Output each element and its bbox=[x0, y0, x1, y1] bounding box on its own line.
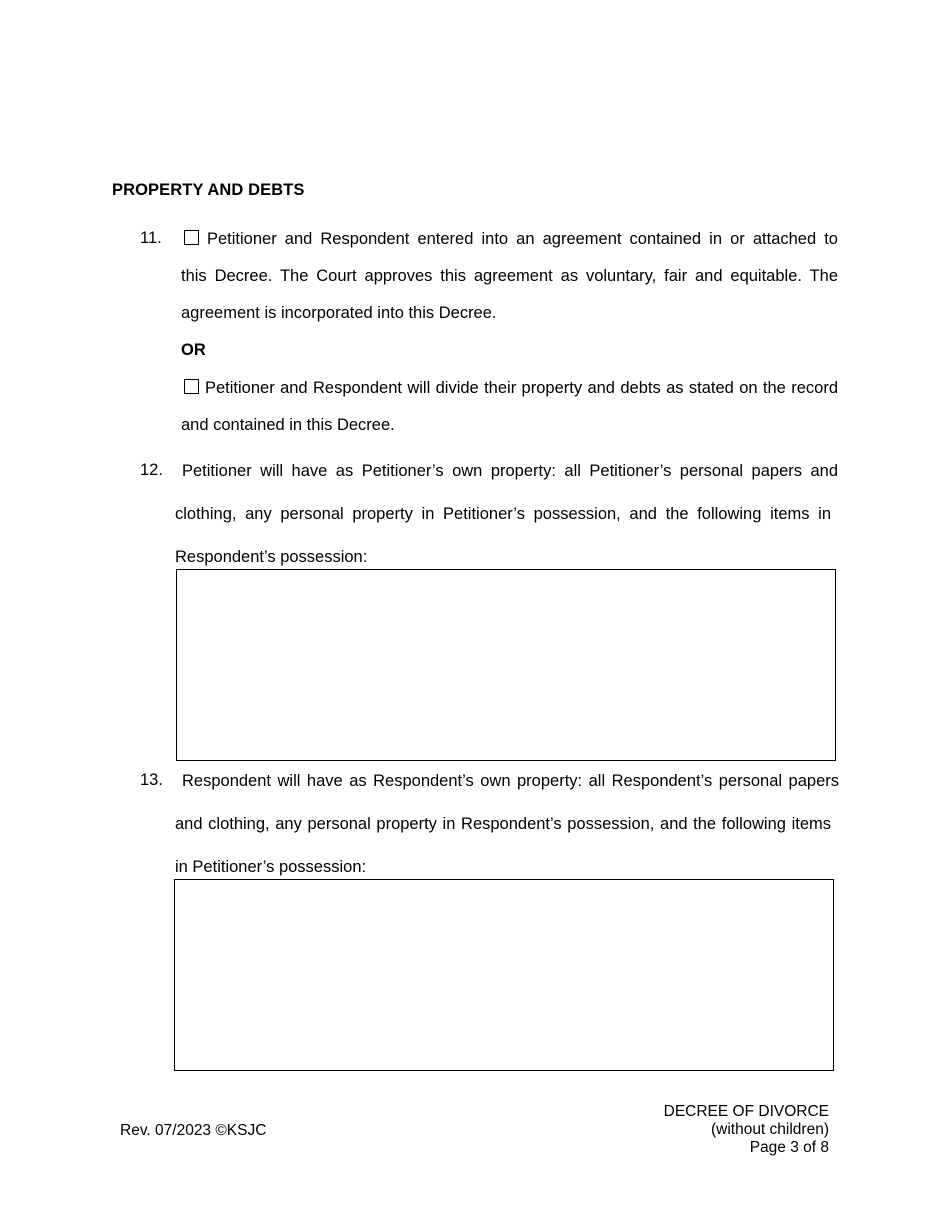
item-11-or-label: OR bbox=[181, 341, 206, 359]
footer-page-number: Page 3 of 8 bbox=[749, 1139, 829, 1156]
item-13-line2: and clothing, any personal property in Respondent’s possession, and the following items bbox=[175, 815, 831, 833]
item-13-number: 13. bbox=[140, 771, 163, 789]
item-12-petitioner-items-input[interactable] bbox=[176, 569, 836, 761]
item-11-option2-line1: Petitioner and Respondent will divide their property and debts as stated on the record bbox=[205, 379, 838, 397]
item-13-respondent-items-input[interactable] bbox=[174, 879, 834, 1071]
item-12-number: 12. bbox=[140, 461, 163, 479]
footer-revision: Rev. 07/2023 ©KSJC bbox=[120, 1122, 267, 1139]
item-11-option1-line3: agreement is incorporated into this Decree. bbox=[181, 304, 497, 322]
section-heading: PROPERTY AND DEBTS bbox=[112, 181, 305, 199]
item-12-line2: clothing, any personal property in Petitioner’s possession, and the following items in bbox=[175, 505, 831, 523]
item-11-option2-line2: and contained in this Decree. bbox=[181, 416, 395, 434]
item-11-record-checkbox[interactable] bbox=[184, 379, 199, 394]
item-13-line3: in Petitioner’s possession: bbox=[175, 858, 367, 876]
item-11-option1-line2: this Decree. The Court approves this agreement as voluntary, fair and equitable. The bbox=[181, 267, 838, 285]
item-13-line1: Respondent will have as Respondent’s own property: all Respondent’s personal papers bbox=[182, 772, 839, 790]
item-11-number: 11. bbox=[140, 229, 162, 247]
footer-form-info bbox=[664, 1103, 829, 1157]
item-11-agreement-checkbox[interactable] bbox=[184, 230, 199, 245]
item-12-line1: Petitioner will have as Petitioner’s own property: all Petitioner’s personal papers and bbox=[182, 462, 838, 480]
footer-form-title: DECREE OF DIVORCE bbox=[663, 1103, 829, 1120]
footer-form-subtitle: (without children) bbox=[710, 1121, 829, 1138]
item-11-option1-line1: Petitioner and Respondent entered into an agreement contained in or attached to bbox=[207, 230, 838, 248]
item-12-line3: Respondent’s possession: bbox=[175, 548, 368, 566]
